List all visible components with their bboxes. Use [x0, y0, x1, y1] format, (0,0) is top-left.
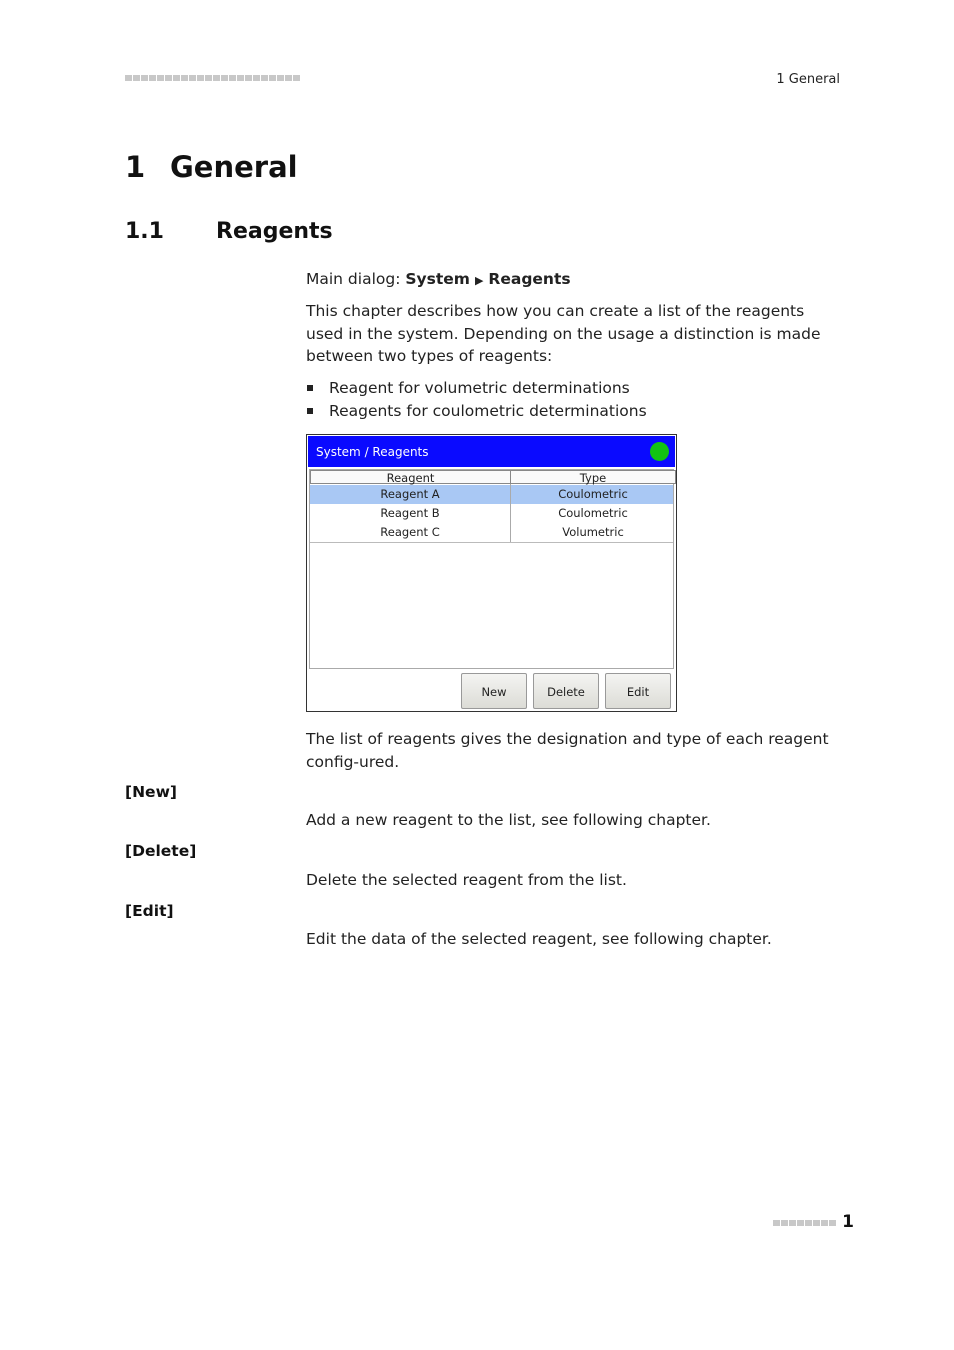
term-delete-description: Delete the selected reagent from the list. [306, 871, 627, 889]
menu-path-system: System [405, 270, 470, 288]
edit-button[interactable]: Edit [605, 673, 671, 709]
dialog-title: System / Reagents [316, 445, 429, 459]
bullet-square-icon [307, 385, 313, 391]
header-decoration [125, 75, 300, 81]
column-divider [510, 484, 511, 542]
running-head: 1 General [776, 72, 840, 87]
intro-paragraph: This chapter describes how you can create a list of the reagents used in the system. Depending on the usage a distinction is made between two types of reagents: [306, 302, 821, 365]
cell-reagent: Reagent B [380, 506, 440, 520]
table-header [310, 470, 673, 485]
menu-path-prefix: Main dialog: [306, 270, 406, 288]
dialog-title-bar [308, 436, 675, 467]
column-header-reagent[interactable]: Reagent [310, 470, 511, 484]
bullet-square-icon [307, 408, 313, 414]
term-delete: [Delete] [125, 842, 197, 860]
section-heading [125, 219, 333, 244]
list-item: Reagent for volumetric determinations [306, 377, 647, 400]
chapter-title: General [170, 150, 298, 184]
footer-decoration [773, 1220, 836, 1226]
cell-reagent: Reagent A [380, 487, 440, 501]
row-divider [310, 542, 673, 543]
reagent-table [309, 469, 674, 669]
list-item: Reagents for coulometric determinations [306, 400, 647, 423]
chapter-number: 1 [125, 150, 146, 184]
cell-type: Volumetric [562, 525, 624, 539]
delete-button[interactable]: Delete [533, 673, 599, 709]
chapter-heading [125, 150, 298, 184]
table-row[interactable] [310, 523, 673, 542]
new-button[interactable]: New [461, 673, 527, 709]
column-header-type[interactable]: Type [510, 470, 676, 484]
term-new-description: Add a new reagent to the list, see following chapter. [306, 811, 711, 829]
section-title: Reagents [216, 219, 333, 244]
table-row[interactable] [310, 504, 673, 523]
caption-paragraph: The list of reagents gives the designation and type of each reagent config-ured. [306, 730, 829, 771]
cell-type: Coulometric [558, 487, 628, 501]
section-number: 1.1 [125, 219, 164, 244]
term-edit-description: Edit the data of the selected reagent, see following chapter. [306, 930, 772, 948]
bullet-list [306, 377, 647, 423]
page-number: 1 [842, 1212, 854, 1232]
reagents-dialog [306, 434, 677, 712]
cell-reagent: Reagent C [380, 525, 440, 539]
triangle-right-icon: ▶ [474, 274, 484, 287]
status-led-icon [650, 442, 669, 461]
table-row[interactable] [310, 485, 673, 504]
menu-path [306, 268, 571, 293]
term-new: [New] [125, 783, 177, 801]
menu-path-reagents: Reagents [488, 270, 571, 288]
term-edit: [Edit] [125, 902, 174, 920]
cell-type: Coulometric [558, 506, 628, 520]
